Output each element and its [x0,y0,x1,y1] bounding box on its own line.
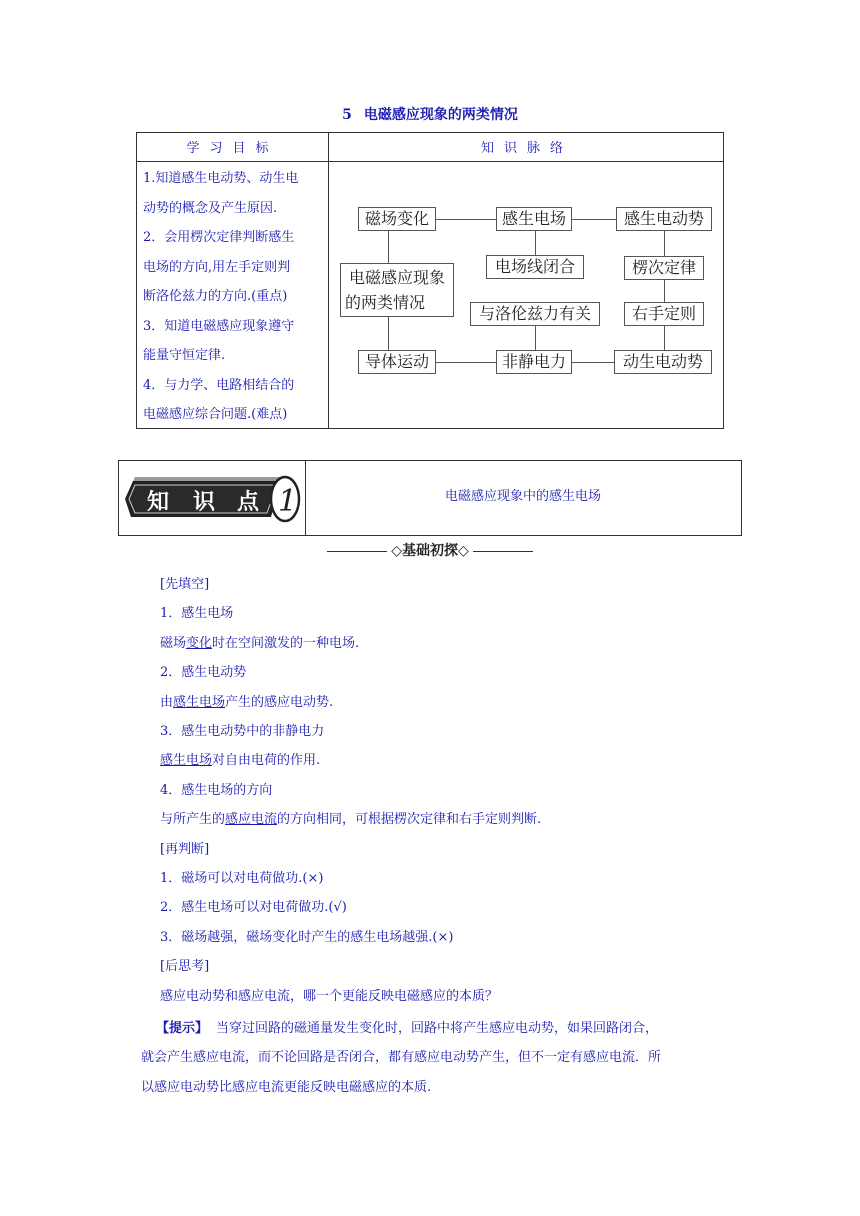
hint-label: 【提示】 [156,1021,209,1036]
knowledge-map-header: 知识脉络 [480,141,573,156]
judge-item: 2．感生电场可以对电荷做功.(√) [160,900,347,916]
hint-line: 当穿过回路的磁通量发生变化时，回路中将产生感应电动势，如果回路闭合， [216,1021,659,1036]
connector-line [535,326,536,350]
badge-number: 1 [278,484,298,519]
knowledge-point-heading: 电磁感应现象中的感生电场 [444,489,601,504]
answer-blank: 感生电场 [160,753,213,769]
goal-line: 3．知道电磁感应现象遵守 [143,318,295,334]
connector-line [388,316,389,350]
connector-line [664,231,665,256]
closed-field-lines-box: 电场线闭合 [486,255,584,279]
answer-blank: 感应电流 [225,812,278,828]
connector-line [436,362,496,363]
induced-field-box: 感生电场 [496,207,572,231]
motional-emf-box: 动生电动势 [614,350,712,374]
badge-char: 识 [193,490,216,515]
judge-label: [再判断] [160,841,210,857]
goal-line: 1.知道感生电动势、动生电 [143,171,299,186]
badge-char: 点 [237,490,260,515]
conductor-motion-box: 导体运动 [358,350,436,374]
goal-line: 断洛伦兹力的方向.(重点) [143,289,288,304]
item-text: 磁场变化时在空间激发的一种电场. [160,635,360,651]
item-title: 2．感生电动势 [160,665,247,681]
answer-blank: 变化 [186,635,213,651]
knowledge-point-banner [118,460,742,536]
answer-blank: 感生电场 [173,694,226,710]
item-title: 4．感生电场的方向 [160,782,273,798]
hint-block [141,1014,752,1102]
goal-line: 4．与力学、电路相结合的 [143,377,295,393]
nonelectrostatic-force-box: 非静电力 [496,350,572,374]
divider-line-right [473,551,533,552]
page-title [0,104,860,124]
connector-line [535,231,536,255]
lorentz-force-box: 与洛伦兹力有关 [470,302,600,326]
divider-label: ◇基础初探◇ [391,543,469,559]
connector-line [664,280,665,302]
think-question: 感应电动势和感应电流，哪一个更能反映电磁感应的本质？ [160,988,499,1004]
section-divider [0,540,860,560]
learning-goals-header: 学习目标 [186,141,279,156]
judge-item: 3．磁场越强，磁场变化时产生的感生电场越强.(×) [160,929,454,945]
item-text: 由感生电场产生的感应电动势. [160,694,334,710]
content-body [160,570,740,1011]
induced-emf-box: 感生电动势 [616,207,712,231]
two-cases-box [340,263,454,317]
connector-line [436,219,496,220]
connector-line [664,326,665,350]
goal-line: 能量守恒定律. [143,348,226,363]
judge-item: 1．磁场可以对电荷做功.(×) [160,871,324,887]
goal-line: 电场的方向,用左手定则判 [143,259,291,275]
connector-line [572,362,614,363]
magnetic-change-box: 磁场变化 [358,207,436,231]
hint-line: 就会产生感应电流，而不论回路是否闭合，都有感应电动势产生，但不一定有感应电流．所 [141,1050,662,1066]
section-number: 5 [342,107,352,123]
right-hand-rule-box: 右手定则 [624,302,704,326]
lenz-law-box: 楞次定律 [624,256,704,280]
goal-line: 动势的概念及产生原因. [143,200,278,216]
knowledge-diagram [328,162,724,428]
goal-line: 电磁感应综合问题.(难点) [143,407,288,422]
think-label: [后思考] [160,959,210,975]
badge-char: 知 [147,490,170,515]
knowledge-point-badge-icon [125,473,301,523]
divider-line-left [327,551,387,552]
connector-line [572,219,616,220]
goal-line: 2．会用楞次定律判断感生 [143,230,295,245]
fill-blank-label: [先填空] [160,577,210,592]
item-title: 3．感生电动势中的非静电力 [160,724,325,740]
two-cases-line2: 的两类情况 [345,293,426,312]
item-text: 与所产生的感应电流的方向相同，可根据楞次定律和右手定则判断. [160,812,542,828]
hint-line: 以感应电动势比感应电流更能反映电磁感应的本质. [141,1079,432,1095]
item-text: 感生电场对自由电荷的作用. [160,753,321,769]
connector-line [388,231,389,263]
two-cases-line1: 电磁感应现象 [348,268,445,287]
item-title: 1．感生电场 [160,606,234,622]
learning-goals [143,164,325,430]
section-title: 电磁感应现象的两类情况 [363,107,518,123]
